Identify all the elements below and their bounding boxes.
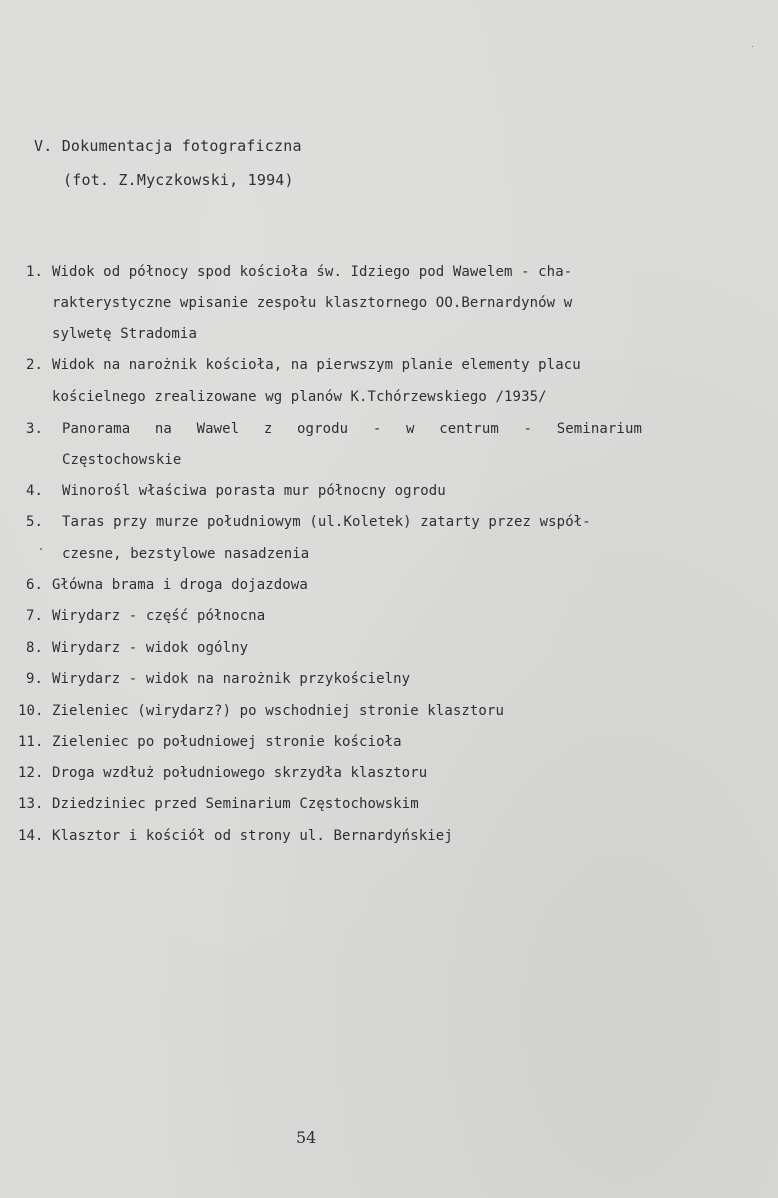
list-item-text-line: Wirydarz - widok ogólny (52, 640, 249, 656)
list-item-text-line: Dziedziniec przed Seminarium Częstochowskim (52, 796, 419, 812)
list-item-number: 8. (26, 640, 44, 656)
list-item-text-line: kościelnego zrealizowane wg planów K.Tchórzewskiego /1935/ (52, 389, 547, 405)
list-item-text-line: Winorośl właściwa porasta mur północny ogrodu (62, 483, 446, 499)
list-item-text-line: Taras przy murze południowym (ul.Koletek) zatarty przez współ- (62, 514, 591, 530)
list-item-text-line: Widok na narożnik kościoła, na pierwszym planie elementy placu (52, 357, 581, 373)
list-item-number: 13. (18, 796, 44, 812)
list-item-text-line: Droga wzdłuż południowego skrzydła klasztoru (52, 765, 428, 781)
list-item-number: 9. (26, 671, 44, 687)
list-item-text-line: rakterystyczne wpisanie zespołu klasztornego OO.Bernardynów w (52, 295, 573, 311)
list-item-text-line: sylwetę Stradomia (52, 326, 197, 342)
list-item-text-line: Zieleniec (wirydarz?) po wschodniej stronie klasztoru (52, 703, 505, 719)
list-item-text-line: Zieleniec po południowej stronie kościoła (52, 734, 402, 750)
scan-speck (40, 548, 42, 550)
list-item-text-line: Częstochowskie (62, 452, 182, 468)
list-item-number: 7. (26, 608, 44, 624)
list-item-text-line: Panorama na Wawel z ogrodu - w centrum - Seminarium (62, 421, 642, 437)
page-number: 54 (296, 1128, 317, 1147)
scan-speck (752, 46, 753, 47)
list-item-text-line: Wirydarz - widok na narożnik przykościelny (52, 671, 411, 687)
list-item-number: 1. (26, 264, 44, 280)
list-item-number: 14. (18, 828, 44, 844)
list-item-text-line: Główna brama i droga dojazdowa (52, 577, 308, 593)
list-item-number: 3. (26, 421, 44, 437)
list-item-text-line: Klasztor i kościół od strony ul. Bernardyńskiej (52, 828, 453, 844)
list-item-number: 5. (26, 514, 44, 530)
list-item-text-line: czesne, bezstylowe nasadzenia (62, 546, 310, 562)
photo-credit: (fot. Z.Myczkowski, 1994) (63, 171, 294, 189)
list-item-number: 10. (18, 703, 44, 719)
list-item-number: 2. (26, 357, 44, 373)
list-item-number: 4. (26, 483, 44, 499)
list-item-number: 6. (26, 577, 44, 593)
section-heading: V. Dokumentacja fotograficzna (34, 137, 302, 155)
list-item-number: 12. (18, 765, 44, 781)
list-item-text-line: Widok od północy spod kościoła św. Idziego pod Wawelem - cha- (52, 264, 573, 280)
list-item-text-line: Wirydarz - część północna (52, 608, 266, 624)
list-item-number: 11. (18, 734, 44, 750)
